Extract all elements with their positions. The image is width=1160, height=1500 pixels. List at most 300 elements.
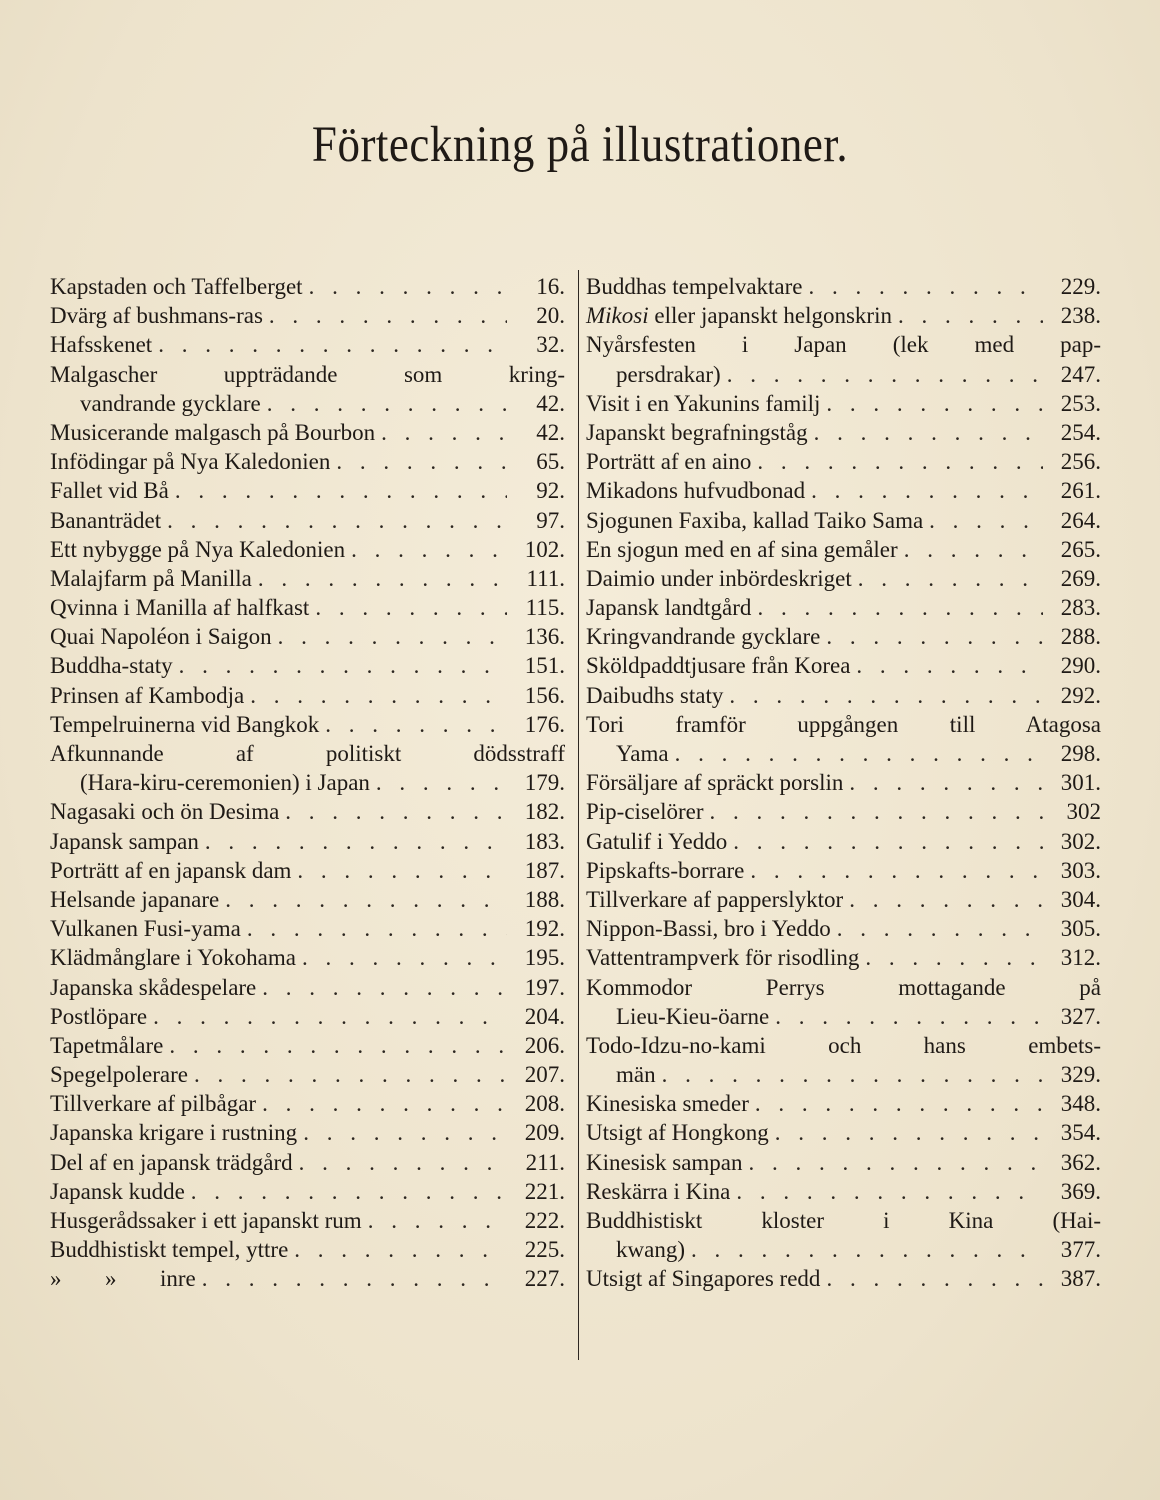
leader-dots (258, 564, 507, 593)
list-item (50, 506, 565, 535)
leader-dots (750, 856, 1043, 885)
list-item (586, 768, 1101, 797)
page-number: 256. (1060, 449, 1101, 475)
entry-title-text: Kringvandrande gycklare (586, 624, 821, 650)
entry-line (586, 272, 1101, 301)
list-item (50, 973, 565, 1002)
page-number: 115. (525, 595, 565, 621)
leader-dots (262, 973, 507, 1002)
entry-title (50, 330, 152, 359)
entry-title (50, 1118, 297, 1147)
entry-line (50, 535, 565, 564)
entry-title (50, 827, 199, 856)
entry-line (50, 593, 565, 622)
leader-dots (175, 476, 507, 505)
entry-line (50, 914, 565, 943)
leader-dots (662, 1060, 1043, 1089)
entry-title-text: Yama (616, 741, 669, 766)
entry-title-text: Postlöpare (50, 1003, 148, 1029)
entry-title-text: Tillverkare af pilbågar (50, 1091, 257, 1117)
page-number: 211. (525, 1149, 565, 1175)
leader-dots (315, 593, 507, 622)
page-number: 292. (1060, 682, 1101, 708)
list-item (50, 1118, 565, 1147)
list-item (50, 1031, 565, 1060)
entry-title (616, 1002, 769, 1031)
leader-dots (826, 622, 1043, 651)
page-number: 222. (524, 1208, 565, 1234)
entry-title (586, 535, 898, 564)
ditto-marks (50, 1264, 160, 1293)
entry-title-text: Hafsskenet (50, 332, 153, 358)
entry-title-text: persdrakar) (616, 361, 721, 387)
list-item (50, 1002, 565, 1031)
leader-dots (247, 914, 507, 943)
entry-title (50, 943, 296, 972)
entry-title-text: Tillverkare af papperslyktor (586, 886, 844, 912)
leader-dots (729, 681, 1043, 710)
entry-title (50, 710, 319, 739)
entry-title-line1: Kommodor Perrys mottagande på (586, 974, 1101, 1000)
entry-title-text: Dvärg af bushmans-ras (50, 303, 263, 329)
page-number: 312. (1060, 945, 1101, 971)
entry-title-text: Pipskafts-borrare (586, 857, 745, 883)
entry-title-text: Sköldpaddtjusare från Korea (586, 653, 851, 679)
page-number: 225. (524, 1237, 565, 1263)
entry-title (50, 1089, 256, 1118)
entry-line (586, 914, 1101, 943)
leader-dots (225, 885, 507, 914)
entry-line (50, 418, 565, 447)
entry-title-text: inre (160, 1266, 196, 1292)
entry-title-text: Kapstaden och Taffelberget (50, 273, 303, 299)
entry-title-text: Porträtt af en japansk dam (50, 857, 292, 883)
entry-title-line2 (586, 739, 1101, 768)
entry-line (50, 1002, 565, 1031)
entry-line (50, 681, 565, 710)
entry-line (586, 622, 1101, 651)
page-number: 304. (1060, 886, 1101, 912)
list-item (50, 622, 565, 651)
page-number: 195. (524, 945, 565, 971)
entry-line (50, 1118, 565, 1147)
entry-title-line2 (50, 768, 565, 797)
entry-title (586, 418, 808, 447)
entry-title-text: Utsigt af Hongkong (586, 1120, 769, 1146)
entry-title-text: Japansk landtgård (586, 595, 752, 621)
entry-title (50, 506, 161, 535)
page-number: 156. (524, 682, 565, 708)
list-item (50, 360, 565, 418)
page-number: 221. (524, 1178, 565, 1204)
page-number: 206. (524, 1032, 565, 1058)
entry-line (50, 1206, 565, 1235)
entry-title-text: Nagasaki och ön Desima (50, 799, 280, 825)
entry-title (586, 506, 923, 535)
entry-line (586, 1148, 1101, 1177)
entry-title-text: Daibudhs staty (586, 682, 724, 708)
list-item (50, 272, 565, 301)
leader-dots (929, 506, 1043, 535)
entry-title-text: Spegelpolerare (50, 1062, 188, 1088)
entry-title (586, 1118, 769, 1147)
entry-line (50, 1177, 565, 1206)
entry-line (586, 476, 1101, 505)
leader-dots (191, 1177, 507, 1206)
list-item (50, 1177, 565, 1206)
leader-dots (294, 1235, 507, 1264)
entry-line (80, 768, 565, 797)
entry-title (586, 827, 727, 856)
entry-title-text: Porträtt af en aino (586, 449, 752, 475)
entry-title-text: Reskärra i Kina (586, 1178, 731, 1204)
page-number: 151. (524, 653, 565, 679)
entry-line (80, 389, 565, 418)
entry-title (586, 797, 704, 826)
entry-title (586, 1177, 730, 1206)
entry-title-text: Buddha-staty (50, 653, 173, 679)
entry-title-text: Ett nybygge på Nya Kaledonien (50, 536, 346, 562)
page-number: 253. (1060, 390, 1101, 416)
entry-title-text: Vattentrampverk för risodling (586, 945, 860, 971)
entry-title (50, 301, 263, 330)
list-item (586, 681, 1101, 710)
entry-title-text: Nippon-Bassi, bro i Yeddo (586, 916, 831, 942)
list-item (50, 418, 565, 447)
entry-title-text: Lieu-Kieu-öarne (616, 1003, 770, 1029)
leader-dots (757, 593, 1043, 622)
entry-title (586, 593, 751, 622)
entry-title (50, 622, 272, 651)
leader-dots (302, 943, 507, 972)
list-item (50, 1264, 565, 1293)
list-item (50, 330, 565, 359)
right-column (586, 272, 1101, 1294)
column-divider (578, 270, 579, 1360)
entry-title (586, 681, 723, 710)
page-number: 20. (536, 303, 565, 329)
entry-title (80, 389, 261, 418)
page-number: 42. (536, 390, 565, 416)
entry-line (586, 1177, 1101, 1206)
list-item (586, 418, 1101, 447)
page-number: 65. (536, 449, 565, 475)
entry-title-text: Qvinna i Manilla af halfkast (50, 595, 310, 621)
list-item (50, 914, 565, 943)
entry-title-text: Japansk kudde (50, 1178, 185, 1204)
entry-title-text: Vulkanen Fusi-yama (50, 916, 241, 942)
entry-title (80, 768, 370, 797)
page-number: 327. (1060, 1003, 1101, 1029)
entry-title (50, 856, 291, 885)
leader-dots (368, 1206, 507, 1235)
entry-title (50, 1177, 185, 1206)
entry-title-line2 (586, 1002, 1101, 1031)
leader-dots (153, 1002, 507, 1031)
entry-title (50, 593, 309, 622)
page-number: 227. (524, 1266, 565, 1292)
list-item (50, 564, 565, 593)
page-number: 208. (524, 1091, 565, 1117)
entry-title-text: Fallet vid Bå (50, 478, 169, 504)
entry-line (586, 1264, 1101, 1293)
list-item (586, 593, 1101, 622)
entry-title (586, 564, 852, 593)
page-number: 302 (1066, 799, 1101, 825)
entry-title (586, 1148, 743, 1177)
page-number: 354. (1060, 1120, 1101, 1146)
entry-title-line1: Tori framför uppgången till Atagosa (586, 711, 1101, 737)
leader-dots (733, 827, 1043, 856)
entry-title (616, 1235, 685, 1264)
entry-line (50, 1264, 565, 1293)
page-number: 207. (524, 1062, 565, 1088)
list-item (50, 1148, 565, 1177)
page-number: 387. (1060, 1266, 1101, 1292)
page-number: 288. (1060, 624, 1101, 650)
entry-line (50, 856, 565, 885)
entry-title (586, 651, 850, 680)
entry-title (50, 535, 345, 564)
entry-title (616, 360, 721, 389)
leader-dots (755, 1089, 1043, 1118)
leader-dots (865, 943, 1043, 972)
entry-title-text: Del af en japansk trädgård (50, 1149, 293, 1175)
entry-title (50, 651, 173, 680)
entry-title-text: Bananträdet (50, 507, 162, 533)
entry-line (50, 1031, 565, 1060)
page-number: 16. (536, 273, 565, 299)
entry-line (586, 564, 1101, 593)
list-item (586, 330, 1101, 388)
entry-title-text: Musicerande malgasch på Bourbon (50, 419, 376, 445)
page-number: 176. (524, 711, 565, 737)
page-number: 32. (536, 332, 565, 358)
entry-title-text: Visit i en Yakunins familj (586, 390, 821, 416)
leader-dots (336, 447, 507, 476)
entry-title-text: Gatulif i Yeddo (586, 828, 728, 854)
entry-title (616, 739, 669, 768)
page-number: 247. (1060, 361, 1101, 387)
entry-title-line2 (586, 360, 1101, 389)
list-item (50, 1206, 565, 1235)
entry-line (586, 651, 1101, 680)
entry-title (50, 797, 279, 826)
entry-title-text: Utsigt af Singapores redd (586, 1266, 821, 1292)
entry-title-text: Prinsen af Kambodja (50, 682, 245, 708)
entry-line (586, 301, 1101, 330)
entry-title-text: Buddhas tempelvaktare (586, 273, 803, 299)
page-number: 305. (1060, 916, 1101, 942)
page-number: 264. (1060, 507, 1101, 533)
page-number: 197. (524, 974, 565, 1000)
entry-line (50, 330, 565, 359)
list-item (50, 1235, 565, 1264)
entry-title-line1: Nyårsfesten i Japan (lek med pap- (586, 332, 1101, 358)
leader-dots (250, 681, 507, 710)
page-number: 301. (1060, 770, 1101, 796)
entry-title-text: Infödingar på Nya Kaledonien (50, 449, 331, 475)
entry-title (50, 1060, 188, 1089)
entry-line (50, 564, 565, 593)
entry-title (50, 564, 252, 593)
list-item (586, 1148, 1101, 1177)
entry-title (586, 914, 831, 943)
leader-dots (837, 914, 1043, 943)
entry-line (50, 973, 565, 1002)
entry-line (616, 1060, 1101, 1089)
page-number: 102. (524, 536, 565, 562)
list-item (50, 739, 565, 797)
entry-line (586, 768, 1101, 797)
list-item (586, 973, 1101, 1031)
leader-dots (849, 768, 1043, 797)
page-number: 298. (1060, 741, 1101, 766)
entry-title-text: Malajfarm på Manilla (50, 565, 252, 591)
leader-dots (285, 797, 507, 826)
entry-line (50, 506, 565, 535)
ditto-mark: » (105, 1266, 117, 1292)
leader-dots (736, 1177, 1043, 1206)
leader-dots (325, 710, 507, 739)
page-number: 362. (1060, 1149, 1101, 1175)
page-number: 369. (1060, 1178, 1101, 1204)
page-number: 254. (1060, 419, 1101, 445)
entry-title-text: Daimio under inbördeskriget (586, 565, 852, 591)
list-item (50, 447, 565, 476)
leader-dots (727, 360, 1043, 389)
entry-line (586, 856, 1101, 885)
list-item (586, 651, 1101, 680)
list-item (586, 476, 1101, 505)
page-number: 179. (524, 770, 565, 796)
list-item (50, 885, 565, 914)
entry-line (586, 885, 1101, 914)
entry-line (50, 272, 565, 301)
page-number: 283. (1060, 595, 1101, 621)
page-number: 92. (536, 478, 565, 504)
leader-dots (775, 1118, 1043, 1147)
entry-line (50, 827, 565, 856)
entry-line (50, 797, 565, 826)
entry-title-text: Husgerådssaker i ett japanskt rum (50, 1208, 362, 1234)
list-item (586, 272, 1101, 301)
entry-line (50, 1060, 565, 1089)
entry-title (50, 1206, 362, 1235)
entry-line (586, 1118, 1101, 1147)
entry-line (586, 593, 1101, 622)
entry-title-text: Japanska skådespelare (50, 974, 257, 1000)
entry-title (50, 1235, 288, 1264)
page-number: 97. (536, 507, 565, 533)
entry-title (616, 1060, 656, 1089)
entry-title (50, 447, 330, 476)
page-number: 182. (524, 799, 565, 825)
list-item (50, 797, 565, 826)
entry-line (50, 476, 565, 505)
entry-title-text: Klädmånglare i Yokohama (50, 945, 296, 971)
entry-title-text: kwang) (616, 1237, 685, 1263)
entry-title (586, 1264, 820, 1293)
leader-dots (826, 389, 1043, 418)
entry-line (586, 506, 1101, 535)
entry-title-text: eller japanskt helgonskrin (654, 303, 892, 329)
leader-dots (262, 1089, 507, 1118)
leader-dots (811, 476, 1043, 505)
list-item (50, 301, 565, 330)
leader-dots (809, 272, 1043, 301)
leader-dots (898, 301, 1043, 330)
entry-line (616, 1235, 1101, 1264)
list-item (50, 1060, 565, 1089)
leader-dots (675, 739, 1043, 768)
list-item (586, 1089, 1101, 1118)
leader-dots (775, 1002, 1043, 1031)
entry-line (50, 943, 565, 972)
entry-title (586, 272, 803, 301)
entry-line (586, 681, 1101, 710)
entry-line (50, 651, 565, 680)
page-number: 348. (1060, 1091, 1101, 1117)
page-number: 329. (1060, 1062, 1101, 1088)
list-item (586, 447, 1101, 476)
list-item (586, 564, 1101, 593)
entry-title-text: vandrande gycklare (80, 390, 261, 416)
entry-title (50, 1002, 147, 1031)
entry-title (50, 973, 256, 1002)
entry-title-text: män (616, 1062, 656, 1088)
entry-title (160, 1264, 196, 1293)
entry-line (586, 797, 1101, 826)
entry-title-line2 (586, 1235, 1101, 1264)
leader-dots (267, 389, 507, 418)
ditto-mark: » (50, 1266, 62, 1292)
entry-title (50, 914, 241, 943)
leader-dots (749, 1148, 1043, 1177)
list-item (50, 827, 565, 856)
list-item (586, 797, 1101, 826)
entry-title-text: Helsande japanare (50, 886, 220, 912)
leader-dots (169, 1031, 507, 1060)
list-item (586, 827, 1101, 856)
entry-title-text: Försäljare af spräckt porslin (586, 770, 844, 796)
list-item (586, 622, 1101, 651)
list-item (586, 885, 1101, 914)
entry-title-text: Sjogunen Faxiba, kallad Taiko Sama (586, 507, 924, 533)
leader-dots (278, 622, 507, 651)
leader-dots (202, 1264, 507, 1293)
list-item (586, 506, 1101, 535)
page-number: 265. (1060, 536, 1101, 562)
entry-title-text: Pip-ciselörer (586, 799, 704, 825)
entry-title-text: Japanskt begrafningståg (586, 419, 808, 445)
entry-title-text: Tempelruinerna vid Bangkok (50, 711, 320, 737)
entry-line (586, 447, 1101, 476)
leader-dots (269, 301, 507, 330)
list-item (50, 856, 565, 885)
leader-dots (710, 797, 1043, 826)
entry-title-italic: Mikosi (586, 303, 649, 329)
entry-title-text: Quai Napoléon i Saigon (50, 624, 272, 650)
list-item (586, 389, 1101, 418)
leader-dots (299, 1148, 507, 1177)
list-item (586, 1031, 1101, 1089)
entry-line (50, 710, 565, 739)
list-item (586, 301, 1101, 330)
list-item (50, 535, 565, 564)
list-item (586, 710, 1101, 768)
page-number: 229. (1060, 273, 1101, 299)
